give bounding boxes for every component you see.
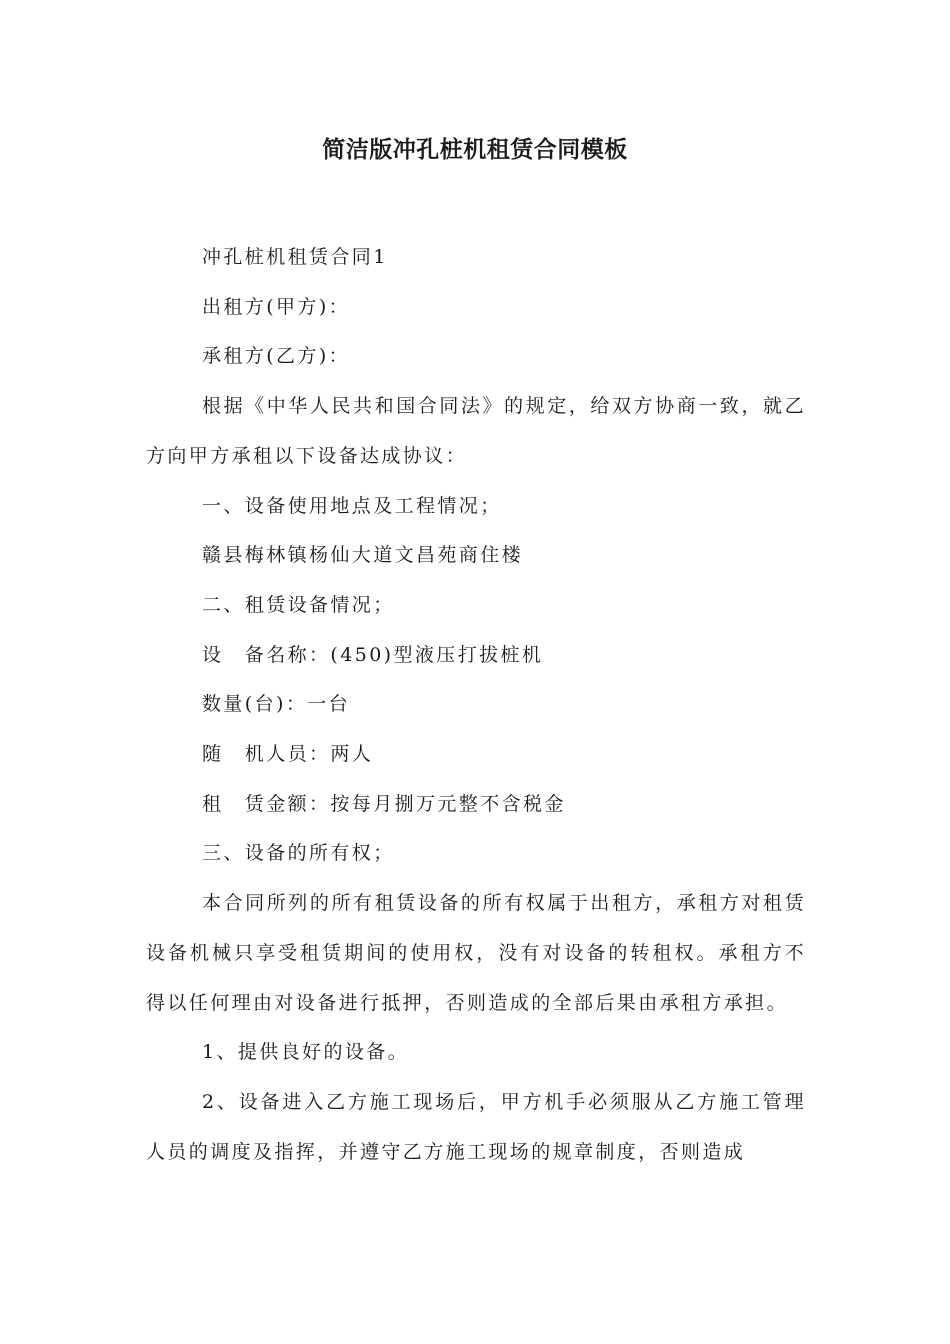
clause-1: 1、提供良好的设备。 [202,1041,410,1064]
rental-amount-line: 租 赁金额：按每月捌万元整不含税金 [202,792,566,815]
contract-heading: 冲孔桩机租赁合同1 [202,246,388,268]
document-title: 简洁版冲孔桩机租赁合同模板 [322,137,628,163]
preamble-paragraph: 根据《中华人民共和国合同法》的规定，给双方协商一致，就乙方向甲方承租以下设备达成协议： [146,395,806,467]
section-two-heading: 二、租赁设备情况； [202,593,395,616]
lessee-line: 承租方(乙方)： [202,345,351,368]
section-one-heading: 一、设备使用地点及工程情况； [202,494,502,517]
lessor-line: 出租方(甲方)： [202,295,351,318]
clause-2: 2、设备进入乙方施工现场后，甲方机手必须服从乙方施工管理人员的调度及指挥，并遵守乙方施工现场的规章制度，否则造成 [146,1090,806,1163]
ownership-paragraph: 本合同所列的所有租赁设备的所有权属于出租方，承租方对租赁设备机械只享受租赁期间的使用权，没有对设备的转租权。承租方不得以任何理由对设备进行抵押，否则造成的全部后果由承租方承担。 [146,892,806,1014]
operators-line: 随 机人员：两人 [202,743,374,766]
document-body [146,233,806,1177]
equipment-name-line: 设 备名称：(450)型液压打拔桩机 [202,643,544,666]
site-address: 赣县梅林镇杨仙大道文昌苑商住楼 [202,544,524,567]
section-three-heading: 三、设备的所有权； [202,842,395,865]
quantity-line: 数量(台)：一台 [202,693,351,716]
